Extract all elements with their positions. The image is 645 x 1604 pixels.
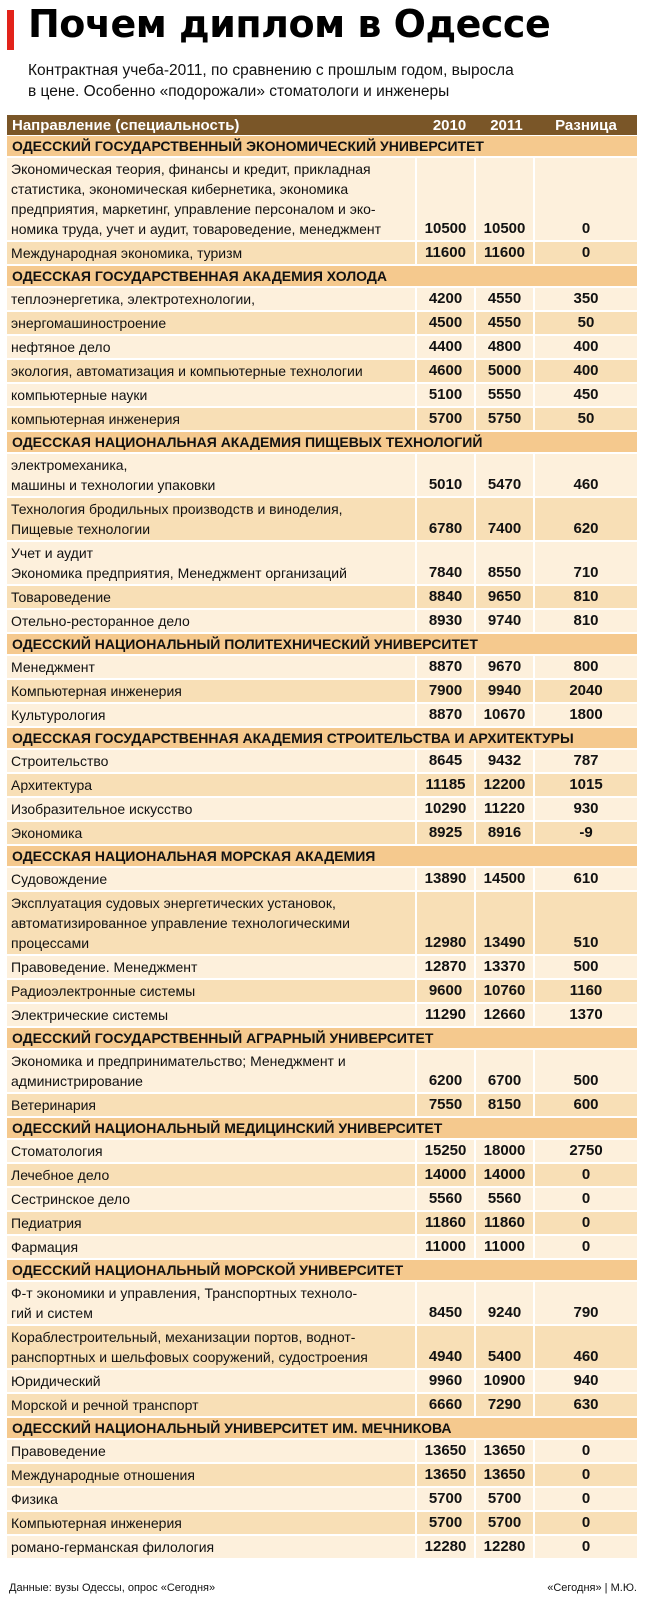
specialty-cell	[7, 1512, 415, 1534]
specialty-line: Изобразительное искусство	[11, 801, 193, 817]
university-header: ОДЕССКАЯ НАЦИОНАЛЬНАЯ МОРСКАЯ АКАДЕМИЯ	[7, 846, 637, 866]
price-2010-cell: 8840	[415, 586, 474, 608]
university-header: ОДЕССКИЙ НАЦИОНАЛЬНЫЙ МОРСКОЙ УНИВЕРСИТЕТ	[7, 1260, 637, 1280]
diff-cell: 930	[533, 798, 637, 820]
specialty-line: Учет и аудит	[11, 545, 94, 561]
price-2011-cell: 11860	[474, 1212, 533, 1234]
diff-cell: 0	[533, 1188, 637, 1210]
diff-cell: 787	[533, 750, 637, 772]
specialty-cell	[7, 774, 415, 796]
specialty-cell	[7, 822, 415, 844]
university-header: ОДЕССКИЙ НАЦИОНАЛЬНЫЙ УНИВЕРСИТЕТ ИМ. МЕЧНИКОВА	[7, 1418, 637, 1438]
price-2011-cell: 9240	[474, 1282, 533, 1324]
diff-cell: 0	[533, 1512, 637, 1534]
price-2010-cell: 5010	[415, 454, 474, 496]
specialty-line: статистика, экономическая кибернетика, экономика	[11, 181, 349, 197]
table-row	[7, 1004, 637, 1026]
specialty-line: гий и систем	[11, 1305, 93, 1321]
diff-cell: 510	[533, 892, 637, 954]
specialty-line: Физика	[11, 1491, 58, 1507]
price-2011-cell: 14500	[474, 868, 533, 890]
price-2011-cell: 8916	[474, 822, 533, 844]
diff-cell: 350	[533, 288, 637, 310]
specialty-cell	[7, 360, 415, 382]
table-row	[7, 498, 637, 540]
specialty-cell	[7, 542, 415, 584]
price-2011-cell: 8550	[474, 542, 533, 584]
specialty-line: администрирование	[11, 1073, 143, 1089]
price-2011-cell: 5550	[474, 384, 533, 406]
specialty-line: романо-германская филология	[11, 1539, 215, 1555]
specialty-line: процессами	[11, 935, 90, 951]
table-row	[7, 1326, 637, 1368]
specialty-line: Правоведение. Менеджмент	[11, 959, 198, 975]
university-header: ОДЕССКАЯ ГОСУДАРСТВЕННАЯ АКАДЕМИЯ ХОЛОДА	[7, 266, 637, 286]
price-2010-cell: 11000	[415, 1236, 474, 1258]
table-row	[7, 822, 637, 844]
price-2010-cell: 11600	[415, 242, 474, 264]
diff-cell: 0	[533, 242, 637, 264]
price-2011-cell: 5750	[474, 408, 533, 430]
price-2010-cell: 7900	[415, 680, 474, 702]
specialty-line: предприятия, маркетинг, управление персоналом и эко-	[11, 201, 376, 217]
table-row	[7, 384, 637, 406]
diff-cell: 0	[533, 1440, 637, 1462]
diff-cell: 50	[533, 408, 637, 430]
diff-cell: 800	[533, 656, 637, 678]
specialty-line: Компьютерная инженерия	[11, 1515, 182, 1531]
diff-cell: -9	[533, 822, 637, 844]
header-2010: 2010	[432, 116, 467, 134]
price-2011-cell: 11600	[474, 242, 533, 264]
specialty-line: Экономика	[11, 825, 83, 841]
price-2010-cell: 8870	[415, 656, 474, 678]
diff-cell: 0	[533, 1488, 637, 1510]
price-2010-cell: 8870	[415, 704, 474, 726]
specialty-cell	[7, 1140, 415, 1162]
price-2011-cell: 10900	[474, 1370, 533, 1392]
price-2010-cell: 4600	[415, 360, 474, 382]
price-2011-cell: 5470	[474, 454, 533, 496]
price-2010-cell: 5100	[415, 384, 474, 406]
diff-cell: 50	[533, 312, 637, 334]
diff-cell: 610	[533, 868, 637, 890]
price-2011-cell: 13370	[474, 956, 533, 978]
price-2011-cell: 7400	[474, 498, 533, 540]
price-2010-cell: 14000	[415, 1164, 474, 1186]
price-2010-cell: 7550	[415, 1094, 474, 1116]
price-2011-cell: 9670	[474, 656, 533, 678]
table-row	[7, 1236, 637, 1258]
price-2011-cell: 6700	[474, 1050, 533, 1092]
specialty-line: Лечебное дело	[11, 1167, 110, 1183]
table-row	[7, 242, 637, 264]
price-2011-cell: 5400	[474, 1326, 533, 1368]
price-2010-cell: 8450	[415, 1282, 474, 1324]
specialty-cell	[7, 586, 415, 608]
table-row	[7, 1464, 637, 1486]
price-2010-cell: 6660	[415, 1394, 474, 1416]
specialty-line: Архитектура	[11, 777, 93, 793]
price-2011-cell: 5700	[474, 1488, 533, 1510]
diff-cell: 790	[533, 1282, 637, 1324]
price-2010-cell: 11860	[415, 1212, 474, 1234]
price-2011-cell: 9650	[474, 586, 533, 608]
price-2010-cell: 9600	[415, 980, 474, 1002]
specialty-cell	[7, 408, 415, 430]
table-row	[7, 892, 637, 954]
specialty-line: Международная экономика, туризм	[11, 245, 243, 261]
price-2010-cell: 4500	[415, 312, 474, 334]
specialty-cell	[7, 656, 415, 678]
page-title: Почем диплом в Одессе	[28, 2, 551, 46]
table-row	[7, 1050, 637, 1092]
diff-cell: 0	[533, 158, 637, 240]
specialty-line: номика труда, учет и аудит, товароведение, менеджмент	[11, 221, 382, 237]
price-2010-cell: 13890	[415, 868, 474, 890]
table-row	[7, 1164, 637, 1186]
price-2011-cell: 12200	[474, 774, 533, 796]
price-2010-cell: 4940	[415, 1326, 474, 1368]
specialty-cell	[7, 384, 415, 406]
table-row	[7, 1188, 637, 1210]
diff-cell: 460	[533, 454, 637, 496]
specialty-cell	[7, 704, 415, 726]
specialty-line: Экономика и предпринимательство; Менеджмент и	[11, 1053, 346, 1069]
price-2010-cell: 11185	[415, 774, 474, 796]
diff-cell: 400	[533, 336, 637, 358]
university-header: ОДЕССКАЯ НАЦИОНАЛЬНАЯ АКАДЕМИЯ ПИЩЕВЫХ ТЕХНОЛОГИЙ	[7, 432, 637, 452]
diff-cell: 0	[533, 1236, 637, 1258]
specialty-line: Пищевые технологии	[11, 521, 151, 537]
table-row	[7, 1212, 637, 1234]
price-2011-cell: 9432	[474, 750, 533, 772]
price-2010-cell: 4200	[415, 288, 474, 310]
specialty-line: Педиатрия	[11, 1215, 82, 1231]
table-row	[7, 956, 637, 978]
specialty-cell	[7, 980, 415, 1002]
source-note: Данные: вузы Одессы, опрос «Сегодня»	[9, 1582, 216, 1594]
price-2010-cell: 10500	[415, 158, 474, 240]
specialty-line: компьютерная инженерия	[11, 411, 180, 427]
specialty-line: Эксплуатация судовых энергетических установок,	[11, 895, 336, 911]
table-row	[7, 1394, 637, 1416]
diff-cell: 1370	[533, 1004, 637, 1026]
price-2010-cell: 4400	[415, 336, 474, 358]
price-2010-cell: 12870	[415, 956, 474, 978]
specialty-cell	[7, 288, 415, 310]
diff-cell: 450	[533, 384, 637, 406]
price-2010-cell: 7840	[415, 542, 474, 584]
diff-cell: 500	[533, 956, 637, 978]
table-row	[7, 1488, 637, 1510]
diff-cell: 460	[533, 1326, 637, 1368]
price-2010-cell: 13650	[415, 1440, 474, 1462]
price-2011-cell: 13650	[474, 1440, 533, 1462]
specialty-cell	[7, 242, 415, 264]
price-2010-cell: 6780	[415, 498, 474, 540]
specialty-line: Кораблестроительный, механизации портов, воднот-	[11, 1329, 356, 1345]
subtitle-line: Контрактная учеба-2011, по сравнению с прошлым годом, выросла	[28, 62, 514, 79]
diff-cell: 620	[533, 498, 637, 540]
diff-cell: 400	[533, 360, 637, 382]
table-row	[7, 1094, 637, 1116]
diff-cell: 600	[533, 1094, 637, 1116]
specialty-line: электромеханика,	[11, 457, 128, 473]
specialty-cell	[7, 1326, 415, 1368]
price-2011-cell: 13650	[474, 1464, 533, 1486]
price-2010-cell: 6200	[415, 1050, 474, 1092]
table-row	[7, 656, 637, 678]
price-2010-cell: 12980	[415, 892, 474, 954]
specialty-line: Менеджмент	[11, 659, 95, 675]
university-header: ОДЕССКИЙ ГОСУДАРСТВЕННЫЙ АГРАРНЫЙ УНИВЕРСИТЕТ	[7, 1028, 637, 1048]
specialty-cell	[7, 610, 415, 632]
specialty-line: Товароведение	[11, 589, 111, 605]
diff-cell: 940	[533, 1370, 637, 1392]
specialty-cell	[7, 1050, 415, 1092]
specialty-cell	[7, 1236, 415, 1258]
price-2011-cell: 4550	[474, 288, 533, 310]
specialty-line: Международные отношения	[11, 1467, 195, 1483]
specialty-line: Экономика предприятия, Менеджмент организаций	[11, 565, 347, 581]
price-2011-cell: 13490	[474, 892, 533, 954]
specialty-line: ранспортных и шельфовых сооружений, судостроения	[11, 1349, 368, 1365]
price-2011-cell: 10500	[474, 158, 533, 240]
university-header: ОДЕССКИЙ НАЦИОНАЛЬНЫЙ ПОЛИТЕХНИЧЕСКИЙ УНИВЕРСИТЕТ	[7, 634, 637, 654]
specialty-cell	[7, 892, 415, 954]
specialty-line: Экономическая теория, финансы и кредит, прикладная	[11, 161, 371, 177]
specialty-cell	[7, 1536, 415, 1558]
table-row	[7, 586, 637, 608]
specialty-cell	[7, 158, 415, 240]
specialty-cell	[7, 312, 415, 334]
specialty-line: Строительство	[11, 753, 109, 769]
specialty-line: Ф-т экономики и управления, Транспортных техноло-	[11, 1285, 358, 1301]
table-row	[7, 980, 637, 1002]
specialty-cell	[7, 1188, 415, 1210]
diff-cell: 2750	[533, 1140, 637, 1162]
specialty-line: компьютерные науки	[11, 387, 148, 403]
specialty-line: Отельно-ресторанное дело	[11, 613, 190, 629]
specialty-cell	[7, 1004, 415, 1026]
specialty-cell	[7, 680, 415, 702]
specialty-cell	[7, 956, 415, 978]
specialty-line: Стоматология	[11, 1143, 103, 1159]
table-row	[7, 360, 637, 382]
table-row	[7, 1140, 637, 1162]
price-2011-cell: 9740	[474, 610, 533, 632]
table-row	[7, 868, 637, 890]
subtitle	[28, 60, 628, 102]
diff-cell: 0	[533, 1212, 637, 1234]
specialty-cell	[7, 1440, 415, 1462]
specialty-line: Фармация	[11, 1239, 79, 1255]
diff-cell: 0	[533, 1536, 637, 1558]
specialty-cell	[7, 1094, 415, 1116]
specialty-line: Судовождение	[11, 871, 108, 887]
diff-cell: 710	[533, 542, 637, 584]
header-diff: Разница	[555, 116, 617, 134]
university-header: ОДЕССКИЙ ГОСУДАРСТВЕННЫЙ ЭКОНОМИЧЕСКИЙ УНИВЕРСИТЕТ	[7, 136, 637, 156]
table-row	[7, 680, 637, 702]
diff-cell: 0	[533, 1464, 637, 1486]
table-row	[7, 312, 637, 334]
specialty-cell	[7, 798, 415, 820]
diff-cell: 0	[533, 1164, 637, 1186]
table-row	[7, 336, 637, 358]
specialty-cell	[7, 868, 415, 890]
diff-cell: 810	[533, 610, 637, 632]
specialty-cell	[7, 1164, 415, 1186]
price-2011-cell: 12280	[474, 1536, 533, 1558]
price-2011-cell: 12660	[474, 1004, 533, 1026]
title-accent-bar	[7, 10, 14, 50]
specialty-cell	[7, 454, 415, 496]
table-row	[7, 1282, 637, 1324]
specialty-cell	[7, 336, 415, 358]
specialty-line: Радиоэлектронные системы	[11, 983, 196, 999]
price-2011-cell: 4800	[474, 336, 533, 358]
specialty-line: нефтяное дело	[11, 339, 111, 355]
table-row	[7, 454, 637, 496]
diff-cell: 1160	[533, 980, 637, 1002]
specialty-line: Ветеринария	[11, 1097, 97, 1113]
price-2011-cell: 5000	[474, 360, 533, 382]
specialty-cell	[7, 1212, 415, 1234]
header-direction: Направление (специальность)	[12, 116, 240, 134]
specialty-cell	[7, 750, 415, 772]
diff-cell: 1015	[533, 774, 637, 796]
university-header: ОДЕССКАЯ ГОСУДАРСТВЕННАЯ АКАДЕМИЯ СТРОИТЕЛЬСТВА И АРХИТЕКТУРЫ	[7, 728, 637, 748]
specialty-line: Культурология	[11, 707, 106, 723]
credit-note: «Сегодня» | М.Ю.	[547, 1582, 637, 1594]
specialty-cell	[7, 1370, 415, 1392]
specialty-line: Электрические системы	[11, 1007, 169, 1023]
table-row	[7, 1370, 637, 1392]
price-2011-cell: 18000	[474, 1140, 533, 1162]
table-row	[7, 704, 637, 726]
price-2010-cell: 8645	[415, 750, 474, 772]
price-2011-cell: 10760	[474, 980, 533, 1002]
specialty-line: Юридический	[11, 1373, 101, 1389]
price-2010-cell: 12280	[415, 1536, 474, 1558]
specialty-line: Правоведение	[11, 1443, 106, 1459]
price-2010-cell: 5700	[415, 1488, 474, 1510]
specialty-cell	[7, 1394, 415, 1416]
price-2011-cell: 11000	[474, 1236, 533, 1258]
table-row	[7, 542, 637, 584]
price-2010-cell: 10290	[415, 798, 474, 820]
table-row	[7, 1440, 637, 1462]
subtitle-line: в цене. Особенно «подорожали» стоматологи и инженеры	[28, 83, 450, 100]
price-2011-cell: 8150	[474, 1094, 533, 1116]
specialty-cell	[7, 1464, 415, 1486]
price-2010-cell: 8925	[415, 822, 474, 844]
table-row	[7, 158, 637, 240]
price-2010-cell: 11290	[415, 1004, 474, 1026]
specialty-line: автоматизированное управление технологическими	[11, 915, 351, 931]
table-header	[7, 115, 637, 135]
table-row	[7, 288, 637, 310]
price-2010-cell: 5700	[415, 408, 474, 430]
diff-cell: 1800	[533, 704, 637, 726]
table-row	[7, 774, 637, 796]
price-2011-cell: 4550	[474, 312, 533, 334]
price-2010-cell: 8930	[415, 610, 474, 632]
specialty-line: экология, автоматизация и компьютерные технологии	[11, 363, 363, 379]
specialty-line: теплоэнергетика, электротехнологии,	[11, 291, 255, 307]
price-2011-cell: 5700	[474, 1512, 533, 1534]
price-2010-cell: 13650	[415, 1464, 474, 1486]
specialty-line: Технология бродильных производств и виноделия,	[11, 501, 343, 517]
table-row	[7, 1512, 637, 1534]
price-2011-cell: 10670	[474, 704, 533, 726]
specialty-line: энергомашиностроение	[11, 315, 167, 331]
price-2011-cell: 5560	[474, 1188, 533, 1210]
diff-cell: 630	[533, 1394, 637, 1416]
table-row	[7, 610, 637, 632]
table-row	[7, 798, 637, 820]
diff-cell: 500	[533, 1050, 637, 1092]
price-2011-cell: 14000	[474, 1164, 533, 1186]
price-2010-cell: 15250	[415, 1140, 474, 1162]
price-2011-cell: 9940	[474, 680, 533, 702]
university-header: ОДЕССКИЙ НАЦИОНАЛЬНЫЙ МЕДИЦИНСКИЙ УНИВЕРСИТЕТ	[7, 1118, 637, 1138]
header-2011: 2011	[490, 116, 523, 134]
specialty-cell	[7, 1282, 415, 1324]
price-2011-cell: 11220	[474, 798, 533, 820]
specialty-cell	[7, 498, 415, 540]
table-row	[7, 750, 637, 772]
table-body	[7, 136, 637, 1558]
price-2010-cell: 5700	[415, 1512, 474, 1534]
diff-cell: 2040	[533, 680, 637, 702]
specialty-line: Морской и речной транспорт	[11, 1397, 199, 1413]
price-table	[7, 115, 637, 1560]
specialty-cell	[7, 1488, 415, 1510]
price-2010-cell: 5560	[415, 1188, 474, 1210]
specialty-line: Компьютерная инженерия	[11, 683, 182, 699]
price-2010-cell: 9960	[415, 1370, 474, 1392]
table-row	[7, 408, 637, 430]
diff-cell: 810	[533, 586, 637, 608]
table-row	[7, 1536, 637, 1558]
specialty-line: Сестринское дело	[11, 1191, 130, 1207]
specialty-line: машины и технологии упаковки	[11, 477, 216, 493]
price-2011-cell: 7290	[474, 1394, 533, 1416]
